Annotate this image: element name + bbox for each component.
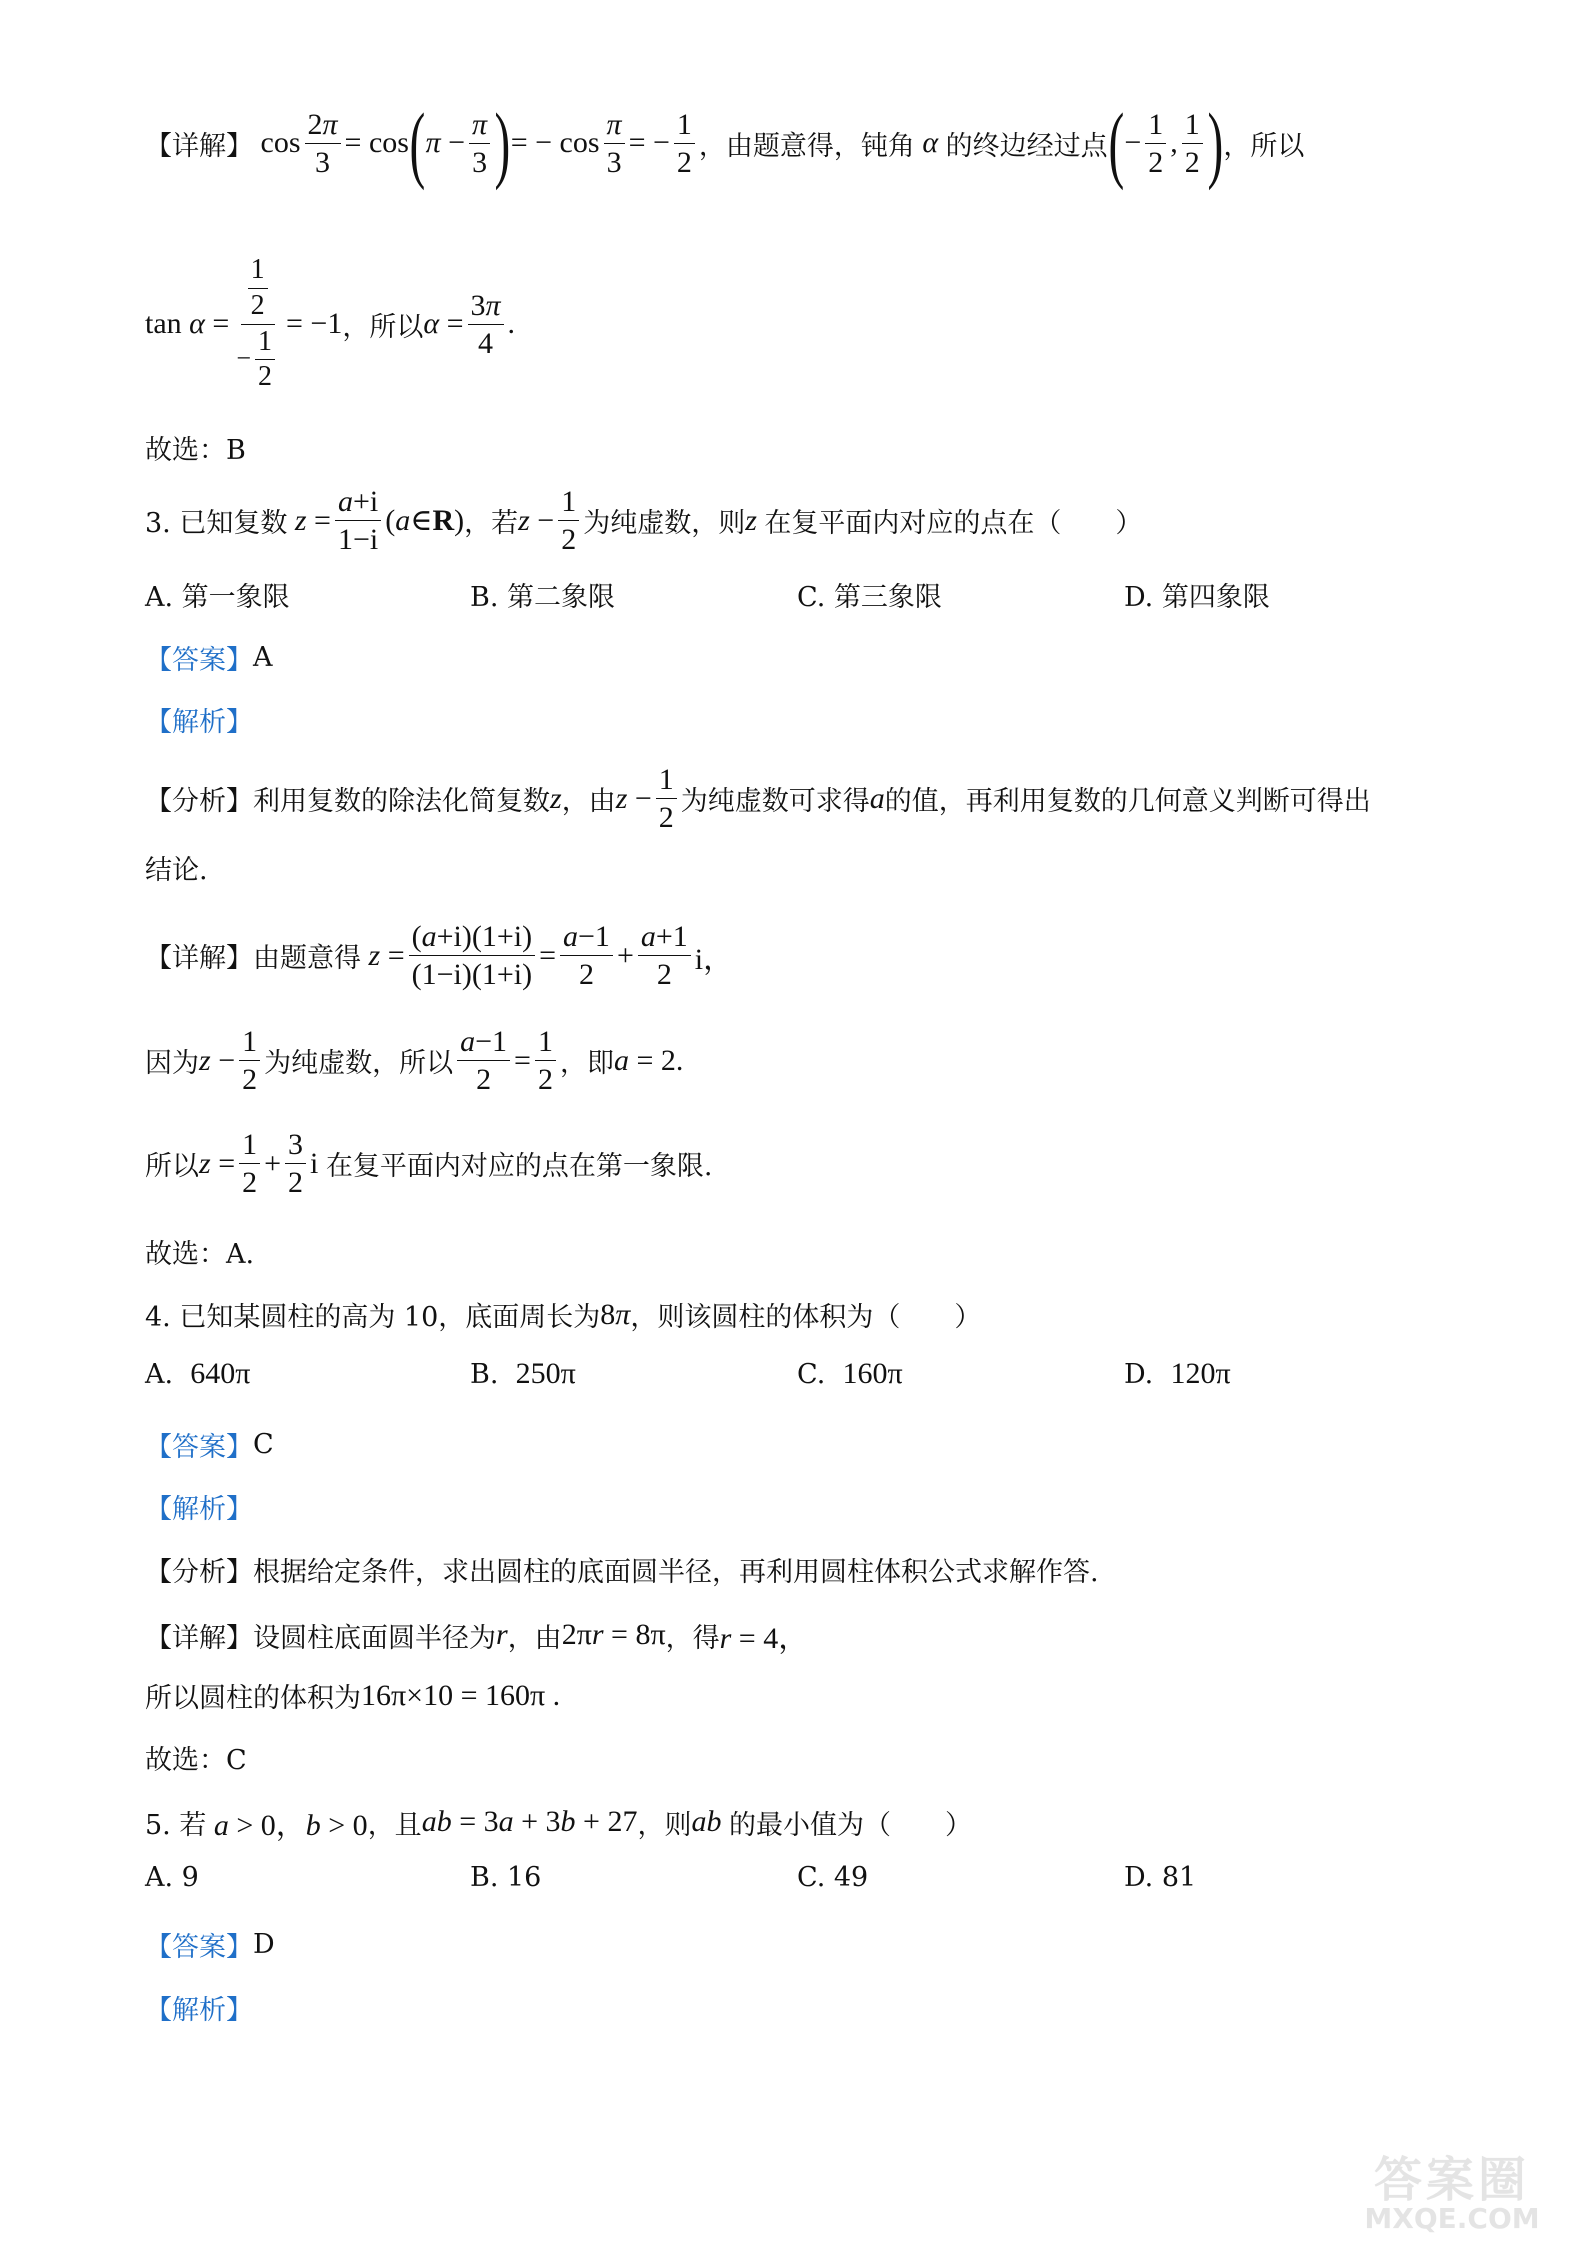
math-text: = [380, 938, 405, 972]
fraction: $\frac{\pi}{3}$ [469, 108, 490, 179]
math-z: z [518, 503, 530, 537]
analysis-label: 【解析】 [145, 1494, 253, 1525]
fraction: $\frac{1}{2}$ [255, 327, 275, 394]
analysis-label: 【解析】 [145, 707, 253, 738]
paren: ) [494, 95, 511, 191]
fraction: $\frac{1}{2}$ [535, 1025, 556, 1096]
watermark [1352, 2145, 1552, 2235]
q4-option-b [470, 1357, 576, 1391]
q3-analysis [145, 700, 253, 739]
q3-option-a: A. 第一象限 [145, 582, 290, 613]
q5-option-c: C. 49 [797, 1862, 869, 1893]
fraction: $\frac{1}{2}$ [1145, 108, 1166, 179]
fenxi-text: 利用复数的除法化简复数 [253, 786, 550, 817]
fraction: $\frac{3\pi}{4}$ [468, 289, 504, 360]
q5-stem-text: 的最小值为（ ） [728, 1809, 972, 1841]
q4-answer [145, 1425, 274, 1464]
q4-option-b-value: 250π [515, 1357, 576, 1390]
math-z: z [361, 938, 381, 972]
q3-stem-pure: 为纯虚数，则 [583, 508, 746, 539]
q4-option-c-value: 160π [842, 1357, 903, 1390]
math-alpha: α [914, 126, 946, 159]
q5-analysis [145, 1988, 253, 2027]
q3-option-d: D. 第四象限 [1124, 582, 1270, 613]
fraction: $\frac{2\pi}{3}$ [305, 108, 341, 179]
q3-because [145, 1025, 683, 1096]
fraction: $\frac{1}{2}$ [248, 255, 268, 322]
q3-stem-tail: 在复平面内对应的点在（ ） [764, 508, 1143, 539]
math-text: 2πr = 8π [561, 1618, 666, 1651]
terminal-text: 的终边经过点 [945, 130, 1108, 162]
q4-option-c-label: C. [797, 1358, 826, 1390]
math-text: = − cos [510, 126, 600, 159]
q4-final: 故选：C [145, 1745, 247, 1776]
detail-text: ，由 [507, 1622, 562, 1654]
analysis-label: 【解析】 [145, 1995, 253, 2026]
watermark-url: MXQE.COM [1364, 2202, 1540, 2235]
fenxi-text: 根据给定条件，求出圆柱的底面圆半径，再利用圆柱体积公式求解作答. [253, 1557, 1099, 1588]
q4-option-b-label: B. [470, 1358, 499, 1390]
fenxi-label: 【分析】 [145, 1557, 253, 1588]
math-text: − [210, 1043, 236, 1077]
so-text: ，所以 [1223, 130, 1305, 162]
fraction: $\frac{1}{2}$ [656, 763, 677, 834]
math-text: = [514, 1043, 531, 1077]
math-text: = [439, 307, 464, 341]
q4-option-a-label: A. [145, 1358, 174, 1390]
derived-text: ，由题意得，钝角 [698, 130, 915, 162]
fenxi-text: ，由 [561, 786, 616, 817]
answer-label: 【答案】 [145, 1932, 253, 1963]
q4-stem-tail: ，则该圆柱的体积为（ ） [630, 1302, 982, 1333]
q3-option-c: C. 第三象限 [797, 582, 942, 613]
paren: ( [1108, 95, 1124, 191]
math-cos: cos [253, 126, 301, 159]
answer-label: 【答案】 [145, 1432, 253, 1463]
math-text: ab = 3a + 3b + 27 [421, 1805, 638, 1838]
math-text: i， [694, 942, 734, 976]
math-tan: tan α = [145, 307, 230, 341]
math-alpha: α [423, 307, 440, 341]
q4-option-d-label: D. [1124, 1358, 1154, 1390]
compound-fraction: $\frac{1}{2}$ − $\frac{1}{2}$ [233, 255, 282, 393]
math-text: , [1170, 126, 1178, 159]
fraction: $\frac{\pi}{3}$ [604, 108, 625, 179]
paren: ) [1207, 95, 1223, 191]
so-text-2: ，所以 [342, 311, 424, 343]
math-text: + [616, 938, 634, 972]
q4-analysis [145, 1487, 253, 1526]
q2-detail-line2 [145, 255, 515, 393]
q3-stem [145, 485, 1142, 556]
answer-label: 【答案】 [145, 645, 253, 676]
math-a: a [869, 781, 885, 815]
because-text: 因为 [145, 1048, 199, 1079]
math-8pi: 8π [600, 1297, 631, 1331]
q5-option-a: A. 9 [145, 1862, 199, 1893]
math-z: z [745, 503, 765, 537]
fenxi-text: 的值，再利用复数的几何意义判断可得出 [884, 786, 1371, 817]
fraction: $\frac{a-1}{2}$ [457, 1025, 510, 1096]
math-z: z [287, 503, 307, 537]
math-text: (a∈R) [385, 504, 465, 537]
q5-option-d: D. 81 [1124, 1862, 1197, 1893]
math-text: = cos [344, 126, 409, 159]
math-text: − [627, 781, 652, 815]
fenxi-label: 【分析】 [145, 786, 253, 817]
q4-option-d [1124, 1357, 1231, 1391]
so-text: 在复平面内对应的点在第一象限. [325, 1151, 713, 1182]
math-text: − [529, 503, 555, 537]
q5-stem [145, 1800, 972, 1844]
q4-option-c [797, 1357, 903, 1391]
q3-detail [145, 920, 733, 991]
q3-so [145, 1128, 712, 1199]
so-text: 所以 [145, 1151, 199, 1182]
math-text: = [210, 1146, 236, 1180]
math-text: − [440, 126, 466, 159]
detail-text: ，得 [665, 1622, 720, 1654]
q5-option-b: B. 16 [470, 1862, 542, 1893]
math-text: = [539, 938, 557, 972]
q2-answer: 故选：B [145, 435, 246, 466]
math-text: i [310, 1146, 326, 1180]
watermark-logo: 答案圈 [1373, 2151, 1530, 2208]
fraction: $\frac{1}{2}$ [239, 1025, 260, 1096]
q3-stem-if: ，若 [464, 508, 519, 539]
math-text: π [425, 126, 441, 159]
q5-stem-text: ，且 [367, 1809, 422, 1841]
paren: ( [409, 95, 426, 191]
q4-option-a-value: 640π [190, 1357, 251, 1390]
math-text: − [1124, 126, 1142, 159]
q4-stem-text: 4. 已知某圆柱的高为 10，底面周长为 [145, 1302, 601, 1333]
math-text: + [264, 1146, 282, 1180]
fraction: $\frac{1}{2}$ [239, 1128, 260, 1199]
q3-fenxi-cont: 结论. [145, 855, 208, 886]
fraction: $\frac{(a+i)(1+i)}{(1-i)(1+i)}$ [409, 920, 535, 991]
because-text: ，即 [559, 1048, 614, 1079]
q5-stem-text: ，则 [637, 1809, 692, 1841]
math-text: r = 4， [719, 1622, 809, 1655]
q4-volume [145, 1676, 560, 1715]
math-z: z [199, 1146, 211, 1180]
math-text: = −1 [286, 307, 343, 341]
detail-label: 【详解】 [145, 943, 253, 974]
detail-text: 由题意得 [253, 943, 361, 974]
math-text: = [306, 503, 331, 537]
answer-value: A [253, 642, 273, 673]
fraction: $\frac{1}{2}$ [558, 485, 579, 556]
q5-answer [145, 1925, 275, 1964]
detail-text: 设圆柱底面圆半径为 [253, 1622, 496, 1654]
q4-option-d-value: 120π [1170, 1357, 1231, 1390]
math-text: . [507, 307, 516, 341]
q4-detail [145, 1613, 808, 1657]
q4-fenxi [145, 1550, 1099, 1589]
math-z: z [550, 781, 562, 815]
volume-text: 所以圆柱的体积为 [145, 1683, 361, 1714]
fraction: $\frac{1}{2}$ [1182, 108, 1203, 179]
math-text: a = 2. [613, 1043, 684, 1077]
detail-label: 【详解】 [145, 1622, 253, 1654]
q4-option-a [145, 1357, 250, 1391]
math-text: 16π×10 = 160π . [361, 1678, 561, 1712]
q3-fenxi [145, 763, 1371, 834]
fraction: $\frac{a-1}{2}$ [560, 920, 613, 991]
q3-final: 故选：A. [145, 1239, 255, 1270]
math-ab: ab [691, 1805, 729, 1838]
q2-detail-line1 [145, 95, 1305, 191]
because-text: 为纯虚数，所以 [264, 1048, 454, 1079]
math-z: z [615, 781, 628, 815]
fraction: $\frac{1}{2}$ [674, 108, 695, 179]
detail-label: 【详解】 [145, 130, 253, 162]
fenxi-text: 为纯虚数可求得 [680, 786, 870, 817]
answer-value: D [253, 1929, 275, 1960]
math-r: r [496, 1618, 508, 1651]
q3-stem-prefix: 3. 已知复数 [145, 508, 288, 539]
fraction: $\frac{3}{2}$ [285, 1128, 306, 1199]
math-text: = − [628, 126, 670, 159]
fraction: $\frac{a+i}{1-i}$ [335, 485, 381, 556]
math-z: z [199, 1043, 211, 1077]
fraction: $\frac{a+1}{2}$ [638, 920, 691, 991]
math-text: a > 0，b > 0 [213, 1809, 368, 1842]
answer-value: C [253, 1429, 274, 1460]
q3-option-b: B. 第二象限 [470, 582, 616, 613]
q3-answer [145, 638, 273, 677]
q4-stem [145, 1295, 981, 1334]
q5-stem-text: 5. 若 [145, 1809, 207, 1841]
